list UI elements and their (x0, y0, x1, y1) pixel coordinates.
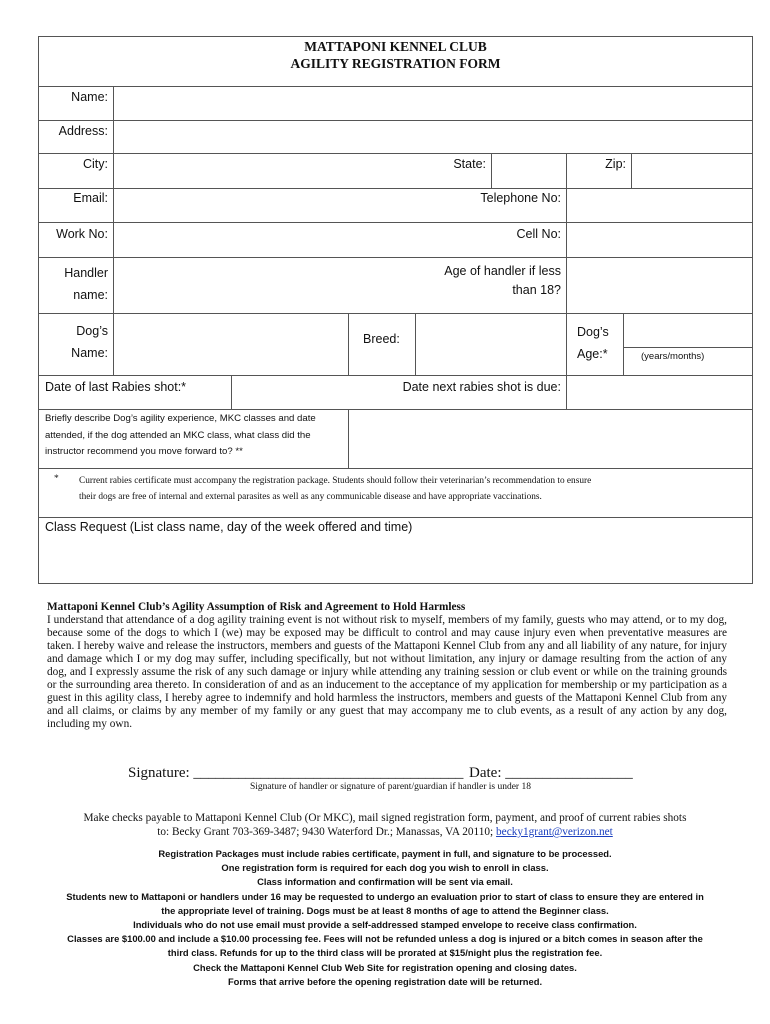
waiver-body: I understand that attendance of a dog agility training event is not without risk to myself, members of my family, guests who may attend, or to my dog, because some of the dogs to which I (we) may be exposed may be difficult to control and may cause injury even when preventative measures are taken. I hereby waive and release the instructors, members and guests of the Mattaponi Kennel Club from any and all liability of any nature, for injury and damage which I or my dog may suffer, including specifically, but not without limitation, any injury or damage resulting from the action of any dog, and I expressly assume the risk of any such damage or injury while attending any training session or club event or while on the training grounds or the surrounding area thereto. In consideration of and as an inducement to the acceptance of my application for membership or my participation as a guest in this agility class, I hereby agree to indemnify and hold harmless the instructors, members and guests of the Mattaponi Kennel Club from any and all claims, or claims by any member of my family or any guest that may accompany me to club events, as a result of any action by any dog, including my own. (47, 614, 727, 730)
dog-name-label-line2: Name: (71, 346, 108, 360)
experience-label-line2: attended, if the dog attended an MKC class, what class did the (45, 429, 311, 441)
note-asterisk: * (54, 474, 59, 484)
payment-address: to: Becky Grant 703-369-3487; 9430 Waterford Dr.; Manassas, VA 20110; (157, 826, 494, 838)
next-rabies-label: Date next rabies shot is due: (402, 380, 561, 394)
experience-label-line3: instructor recommend you move forward to? ** (45, 446, 243, 457)
registration-notes (20, 847, 750, 989)
city-label: City: (83, 157, 108, 171)
row-line (38, 517, 753, 518)
signature-line: Signature: ____________________________________ (128, 765, 464, 781)
col-line (231, 375, 232, 410)
row-line (38, 120, 753, 121)
address-label: Address: (58, 124, 108, 138)
note-line: Classes are $100.00 and include a $10.00 processing fee. Fees will not be refunded unless a dog is injured or a bitch comes in season after the (67, 933, 703, 945)
experience-label-line1: Briefly describe Dog’s agility experience, MKC classes and date (45, 413, 316, 424)
note-line: Students new to Mattaponi or handlers under 16 may be requested to undergo an evaluation prior to start of class to ensure they are entered in (66, 890, 704, 902)
handler-label (40, 262, 108, 306)
col-line (631, 153, 632, 189)
zip-input[interactable] (633, 155, 751, 187)
handler-age-input[interactable] (568, 259, 751, 312)
breed-label: Breed: (363, 332, 400, 346)
handler-age-label (400, 262, 561, 300)
note-line: third class. Refunds for up to the third class will be prorated at $15/night plus the registration fee. (167, 947, 603, 959)
waiver-heading: Mattaponi Kennel Club’s Agility Assumption of Risk and Agreement to Hold Harmless (47, 601, 466, 613)
email-label: Email: (73, 191, 108, 205)
handler-name-input[interactable] (115, 259, 435, 312)
col-line (623, 313, 624, 376)
zip-label: Zip: (605, 157, 626, 171)
experience-label (45, 411, 316, 461)
dog-name-input[interactable] (115, 315, 347, 374)
col-line (566, 375, 567, 410)
form-title-line2: AGILITY REGISTRATION FORM (290, 56, 501, 71)
handler-label-line2: name: (73, 288, 108, 302)
form-title-line1: MATTAPONI KENNEL CLUB (304, 39, 487, 54)
col-line (348, 409, 349, 469)
telephone-input[interactable] (568, 190, 751, 221)
note-line: Individuals who do not use email must provide a self-addressed stamped envelope to receive class confirmation. (133, 919, 637, 931)
note-line: Forms that arrive before the opening registration date will be returned. (227, 975, 543, 987)
row-line (623, 347, 753, 348)
work-label: Work No: (56, 227, 108, 241)
telephone-label: Telephone No: (480, 191, 561, 205)
last-rabies-input[interactable] (233, 377, 363, 408)
rabies-note (79, 473, 591, 505)
col-line (113, 86, 114, 376)
email-input[interactable] (115, 190, 455, 221)
rabies-note-line1: Current rabies certificate must accompany the registration package. Students should follow their veterinarian’s recommendation to ensure (79, 476, 592, 486)
breed-input[interactable] (417, 315, 565, 374)
row-line (38, 222, 753, 223)
date-line: Date: _________________ (469, 765, 633, 781)
experience-input[interactable] (350, 411, 751, 467)
next-rabies-input[interactable] (568, 377, 751, 408)
note-line: One registration form is required for each dog you wish to enroll in class. (221, 862, 549, 874)
dog-age-input[interactable] (625, 315, 751, 346)
form-border-top (38, 36, 753, 37)
cell-input[interactable] (568, 224, 751, 256)
name-input[interactable] (115, 88, 751, 119)
col-line (566, 153, 567, 189)
address-input[interactable] (115, 122, 751, 152)
dog-name-label-line1: Dog’s (76, 324, 108, 338)
col-line (415, 313, 416, 376)
note-line: Check the Mattaponi Kennel Club Web Site for registration opening and closing dates. (193, 961, 577, 973)
years-months-hint: (years/months) (641, 351, 705, 362)
last-rabies-label: Date of last Rabies shot:* (45, 380, 187, 394)
row-line (38, 313, 753, 314)
row-line (38, 153, 753, 154)
handler-label-line1: Handler (64, 266, 108, 280)
col-line (491, 153, 492, 189)
col-line (566, 257, 567, 376)
form-title (38, 38, 753, 72)
email-link[interactable]: becky1grant@verizon.net (496, 826, 613, 838)
rabies-note-line2: their dogs are free of internal and external parasites as well as any communicable disease and have appropriate vaccinations. (79, 492, 542, 502)
handler-age-label-line1: Age of handler if less (444, 264, 561, 278)
row-line (38, 375, 753, 376)
row-line (38, 257, 753, 258)
row-line (38, 86, 753, 87)
dog-age-label-line1: Dog’s (577, 325, 609, 339)
note-line: Registration Packages must include rabies certificate, payment in full, and signature to be processed. (158, 848, 612, 859)
dog-age-label (577, 321, 609, 365)
class-request-label: Class Request (List class name, day of the week offered and time) (45, 520, 413, 534)
payment-info (20, 811, 750, 839)
dog-age-label-line2: Age:* (577, 347, 608, 361)
signature-caption: Signature of handler or signature of parent/guardian if handler is under 18 (250, 782, 531, 792)
note-line: the appropriate level of training. Dogs must be at least 8 months of age to attend the Beginner class. (161, 904, 609, 916)
state-label: State: (453, 157, 486, 171)
col-line (348, 313, 349, 376)
payment-line1: Make checks payable to Mattaponi Kennel Club (Or MKC), mail signed registration form, payment, and proof of current rabies shots (83, 812, 687, 824)
handler-age-label-line2: than 18? (512, 283, 561, 297)
form-border-left (38, 36, 39, 584)
payment-line2 (20, 825, 750, 839)
class-request-input[interactable] (42, 538, 750, 581)
row-line (38, 188, 753, 189)
work-input[interactable] (115, 224, 455, 256)
note-line: Class information and confirmation will be sent via email. (257, 876, 513, 888)
cell-label: Cell No: (516, 227, 561, 241)
city-input[interactable] (115, 155, 445, 187)
state-input[interactable] (493, 155, 565, 187)
col-line (566, 188, 567, 257)
form-border-right (752, 36, 753, 584)
row-line (38, 409, 753, 410)
form-border-bottom (38, 583, 753, 584)
name-label: Name: (71, 90, 108, 104)
dog-name-label (40, 320, 108, 364)
row-line (38, 468, 753, 469)
